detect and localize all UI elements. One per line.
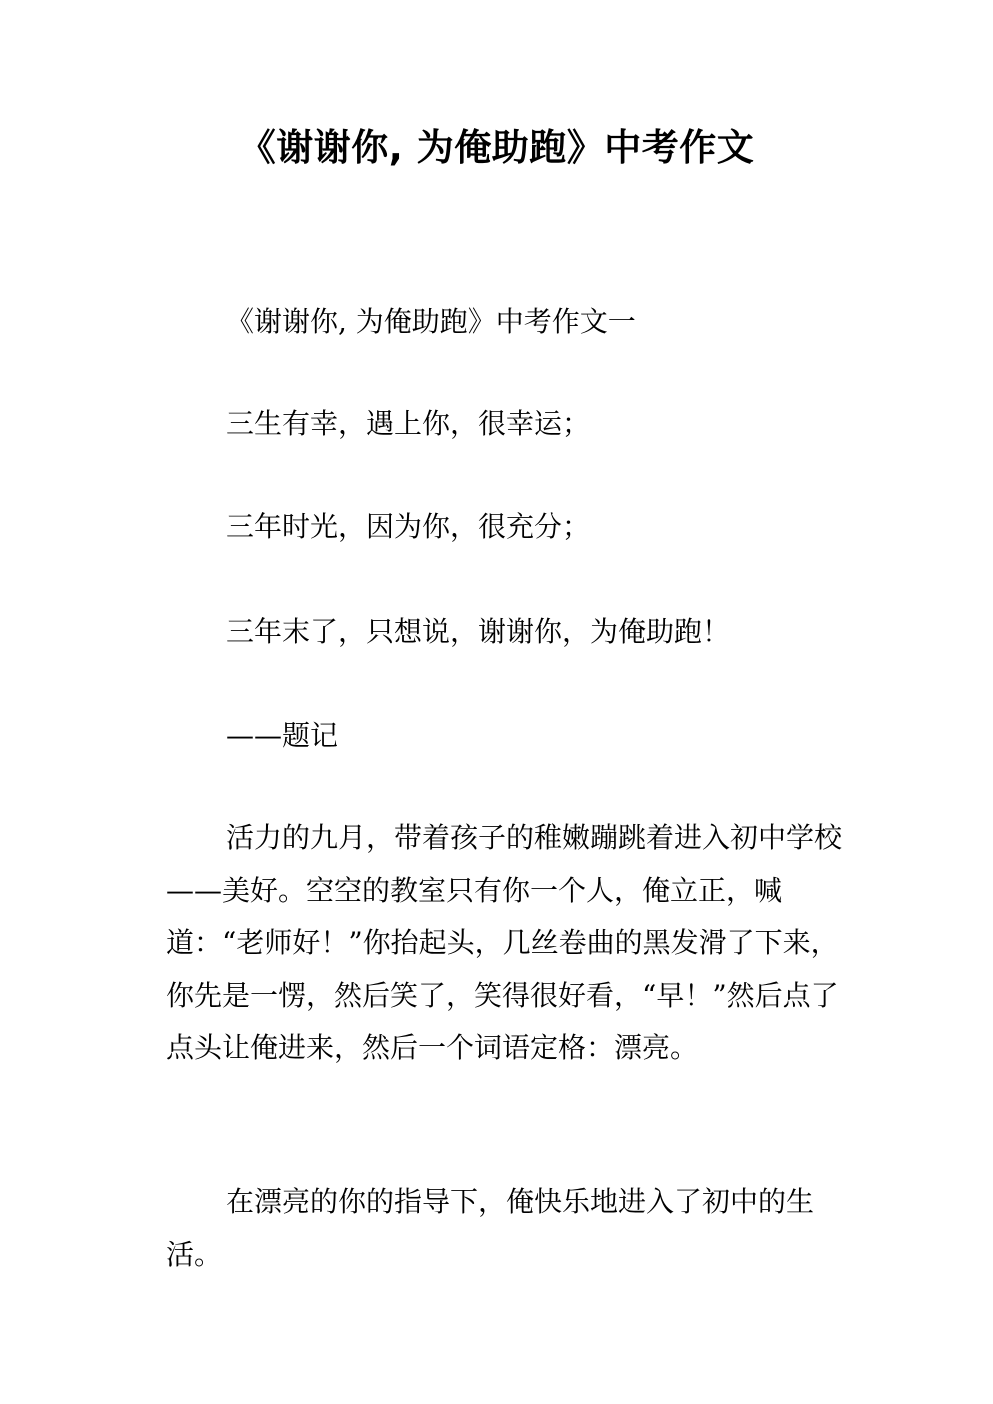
poem-line-paragraph: 三年末了，只想说，谢谢你，为俺助跑！ xyxy=(226,615,731,648)
subtitle-paragraph: 《谢谢你, 为俺助跑》中考作文一 xyxy=(226,305,636,338)
epigraph-attribution: ——题记 xyxy=(226,719,339,752)
poem-line-paragraph: 三年时光，因为你，很充分； xyxy=(226,510,591,543)
document-title: 《谢谢你, 为俺助跑》中考作文 xyxy=(238,126,755,169)
body-paragraph: 活力的九月，带着孩子的稚嫩蹦跳着进入初中学校——美好。空空的教室只有你一个人，俺立正，喊道：“老师好！”你抬起头，几丝卷曲的黑发滑了下来，你先是一愣，然后笑了，笑得很好看，“早！”然后点了点头让俺进来，然后一个词语定格：漂亮。 xyxy=(166,821,843,1065)
poem-line-paragraph: 三生有幸，遇上你，很幸运； xyxy=(226,407,591,440)
body-paragraph: 在漂亮的你的指导下，俺快乐地进入了初中的生活。 xyxy=(166,1185,815,1271)
